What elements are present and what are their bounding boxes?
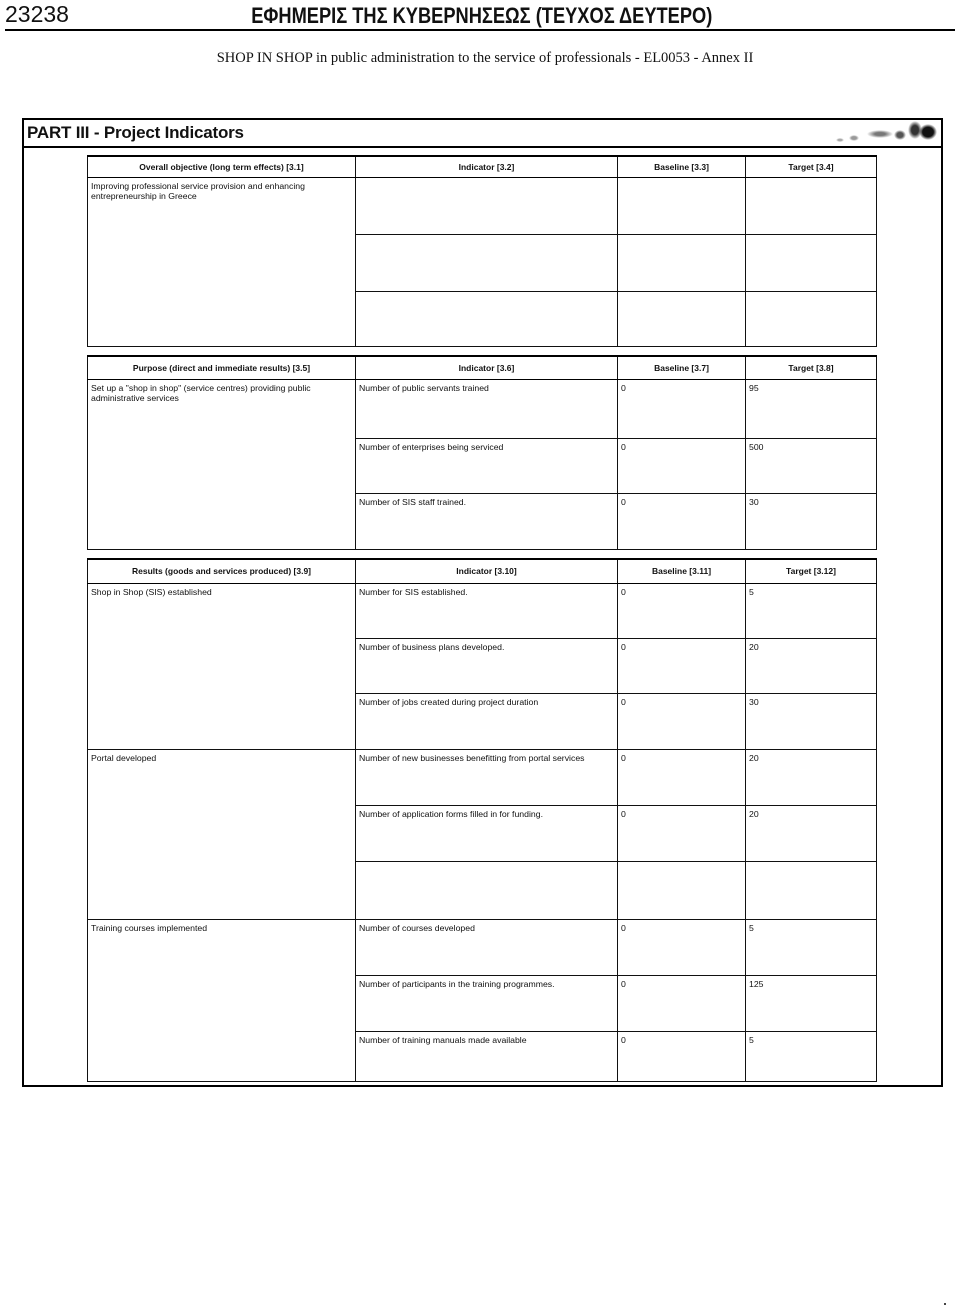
table-row <box>88 379 877 438</box>
results-header: Results (goods and services produced) [3.9] <box>88 559 356 583</box>
indicator-cell: Number of SIS staff trained. <box>356 493 618 549</box>
empty-target-cell <box>746 291 877 346</box>
baseline-cell: 0 <box>618 583 746 638</box>
indicator-header: Indicator [3.2] <box>356 156 618 177</box>
target-cell: 5 <box>746 1031 877 1081</box>
empty-baseline-cell <box>618 861 746 919</box>
target-cell: 20 <box>746 749 877 805</box>
table-row <box>88 177 877 234</box>
baseline-cell: 0 <box>618 1031 746 1081</box>
target-cell: 500 <box>746 438 877 493</box>
baseline-cell: 0 <box>618 919 746 975</box>
target-header: Target [3.4] <box>746 156 877 177</box>
baseline-cell: 0 <box>618 749 746 805</box>
overall-objective-table <box>87 155 877 347</box>
target-cell: 30 <box>746 493 877 549</box>
table-row <box>88 919 877 975</box>
empty-target-cell <box>746 234 877 291</box>
indicator-cell: Number of application forms filled in for funding. <box>356 805 618 861</box>
target-cell: 125 <box>746 975 877 1031</box>
indicator-cell: Number of courses developed <box>356 919 618 975</box>
indicator-cell: Number of participants in the training programmes. <box>356 975 618 1031</box>
target-cell: 30 <box>746 693 877 749</box>
baseline-cell: 0 <box>618 638 746 693</box>
indicator-cell: Number of business plans developed. <box>356 638 618 693</box>
empty-target-cell <box>746 861 877 919</box>
page-number: 23238 <box>5 1 69 27</box>
baseline-cell: 0 <box>618 693 746 749</box>
table-header-row <box>88 356 877 379</box>
empty-baseline-cell <box>618 177 746 234</box>
indicator-cell: Number of training manuals made available <box>356 1031 618 1081</box>
indicator-cell: Number of enterprises being serviced <box>356 438 618 493</box>
empty-indicator-cell <box>356 861 618 919</box>
table-header-row <box>88 559 877 583</box>
header-rule <box>5 29 955 31</box>
result-text: Shop in Shop (SIS) established <box>88 583 356 749</box>
target-cell: 95 <box>746 379 877 438</box>
purpose-header: Purpose (direct and immediate results) [3.5] <box>88 356 356 379</box>
baseline-cell: 0 <box>618 975 746 1031</box>
target-cell: 20 <box>746 805 877 861</box>
results-table <box>87 558 877 1082</box>
overall-objective-text: Improving professional service provision and enhancing entrepreneurship in Greece <box>88 177 356 346</box>
scan-noise-artifact <box>820 120 938 145</box>
gazette-header <box>100 3 864 29</box>
scan-speck <box>944 1303 946 1305</box>
target-cell: 5 <box>746 919 877 975</box>
empty-baseline-cell <box>618 291 746 346</box>
purpose-table <box>87 355 877 550</box>
table-row <box>88 749 877 805</box>
table-row <box>88 583 877 638</box>
empty-target-cell <box>746 177 877 234</box>
baseline-header: Baseline [3.3] <box>618 156 746 177</box>
overall-objective-header: Overall objective (long term effects) [3.1] <box>88 156 356 177</box>
indicator-header: Indicator [3.10] <box>356 559 618 583</box>
empty-indicator-cell <box>356 291 618 346</box>
gazette-title: ΕΦΗΜΕΡΙΣ ΤΗΣ ΚΥΒΕΡΝΗΣΕΩΣ (ΤΕΥΧΟΣ ΔΕΥΤΕΡΟ) <box>251 3 713 28</box>
baseline-header: Baseline [3.11] <box>618 559 746 583</box>
document-subtitle: SHOP IN SHOP in public administration to the service of professionals - EL0053 - Annex II <box>216 50 754 66</box>
target-header: Target [3.12] <box>746 559 877 583</box>
indicator-cell: Number of jobs created during project duration <box>356 693 618 749</box>
indicator-cell: Number of new businesses benefitting from portal services <box>356 749 618 805</box>
indicator-cell: Number for SIS established. <box>356 583 618 638</box>
target-header: Target [3.8] <box>746 356 877 379</box>
table-header-row <box>88 156 877 177</box>
target-cell: 5 <box>746 583 877 638</box>
empty-indicator-cell <box>356 234 618 291</box>
baseline-cell: 0 <box>618 493 746 549</box>
empty-indicator-cell <box>356 177 618 234</box>
baseline-cell: 0 <box>618 438 746 493</box>
part-title: PART III - Project Indicators <box>27 123 244 142</box>
target-cell: 20 <box>746 638 877 693</box>
baseline-cell: 0 <box>618 805 746 861</box>
result-text: Training courses implemented <box>88 919 356 1081</box>
purpose-text: Set up a "shop in shop" (service centres) providing public administrative services <box>88 379 356 549</box>
indicator-cell: Number of public servants trained <box>356 379 618 438</box>
result-text: Portal developed <box>88 749 356 919</box>
empty-baseline-cell <box>618 234 746 291</box>
baseline-cell: 0 <box>618 379 746 438</box>
indicator-header: Indicator [3.6] <box>356 356 618 379</box>
part-title-rule <box>24 146 941 148</box>
baseline-header: Baseline [3.7] <box>618 356 746 379</box>
